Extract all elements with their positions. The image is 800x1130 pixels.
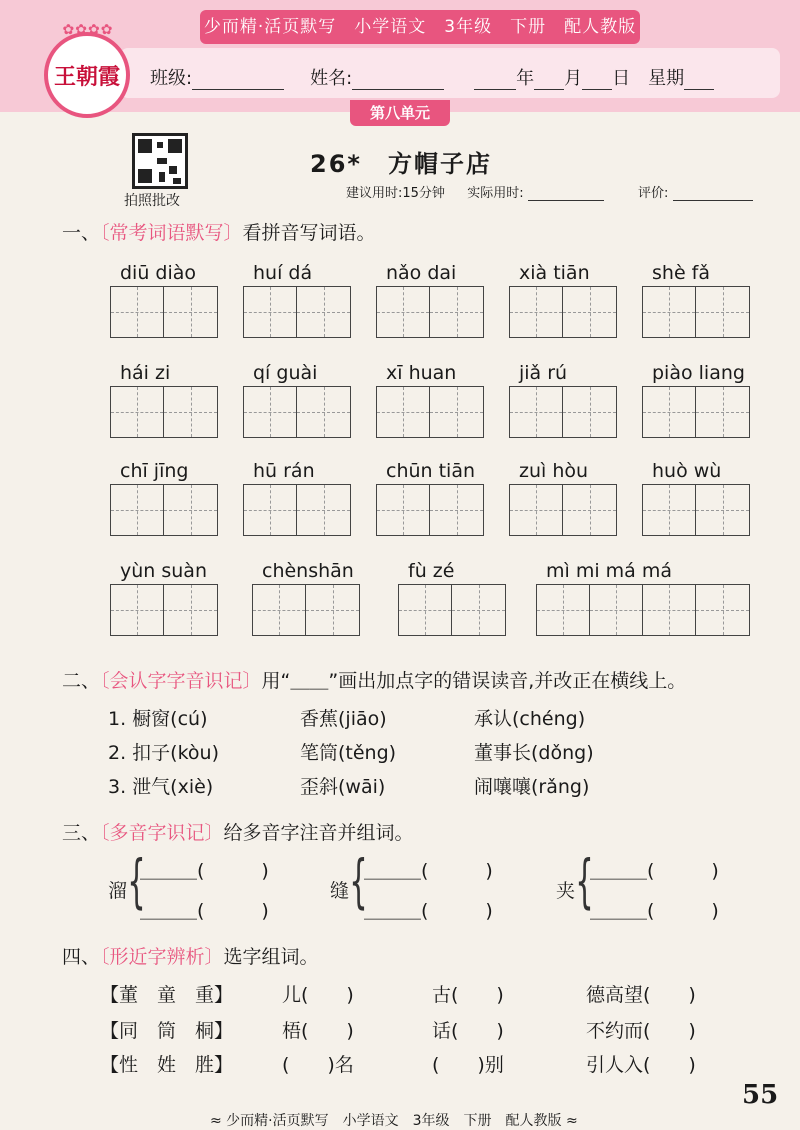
writing-cell[interactable] <box>111 485 164 535</box>
s2-item[interactable]: 董事长(dǒng) <box>474 742 594 764</box>
writing-grid[interactable] <box>110 286 218 338</box>
word-blank[interactable]: 古( ) <box>432 984 504 1006</box>
section-instruction: 选字组词。 <box>223 946 319 968</box>
brace-icon: { <box>349 847 368 915</box>
writing-cell[interactable] <box>510 485 563 535</box>
section-tag: 〔形近字辨析〕 <box>100 946 224 968</box>
writing-cell[interactable] <box>164 387 217 437</box>
writing-cell[interactable] <box>164 585 217 635</box>
year-blank[interactable] <box>474 64 516 90</box>
word-blank[interactable]: ( )名 <box>282 1054 354 1076</box>
writing-cell[interactable] <box>164 287 217 337</box>
pinyin-label: zuì hòu <box>519 460 589 482</box>
polyphone-slot[interactable]: ＿＿＿( ) <box>140 860 269 882</box>
writing-cell[interactable] <box>164 485 217 535</box>
writing-cell[interactable] <box>111 287 164 337</box>
writing-cell[interactable] <box>306 585 359 635</box>
writing-grid[interactable] <box>376 386 484 438</box>
writing-cell[interactable] <box>430 287 483 337</box>
writing-cell[interactable] <box>297 387 350 437</box>
section-number: 三、 <box>62 822 101 844</box>
writing-grid[interactable] <box>376 484 484 536</box>
polyphone-char: 溜 <box>108 880 128 902</box>
writing-grid[interactable] <box>110 386 218 438</box>
word-blank[interactable]: 儿( ) <box>282 984 354 1006</box>
eval-label: 评价: <box>638 186 669 201</box>
word-blank[interactable]: ( )别 <box>432 1054 504 1076</box>
section-number: 二、 <box>62 670 101 692</box>
week-blank[interactable] <box>684 64 714 90</box>
writing-cell[interactable] <box>244 485 297 535</box>
writing-cell[interactable] <box>510 387 563 437</box>
polyphone-slot[interactable]: ＿＿＿( ) <box>590 860 719 882</box>
section-instruction: 用“＿＿”画出加点字的错误读音,并改正在横线上。 <box>261 670 687 692</box>
class-blank[interactable] <box>192 64 284 90</box>
polyphone-slot[interactable]: ＿＿＿( ) <box>140 900 269 922</box>
pinyin-label: xī huan <box>386 362 457 384</box>
writing-grid[interactable] <box>110 484 218 536</box>
char-group: 【董 童 重】 <box>100 984 234 1006</box>
char-group: 【同 筒 桐】 <box>100 1020 234 1042</box>
pinyin-label: huò wù <box>652 460 722 482</box>
section-number: 一、 <box>62 222 101 244</box>
section-2-heading <box>62 666 686 693</box>
class-label: 班级: <box>150 68 193 89</box>
crown-icon: ✿✿✿✿ <box>62 22 114 38</box>
writing-cell[interactable] <box>643 287 696 337</box>
section-instruction: 看拼音写词语。 <box>242 222 376 244</box>
writing-cell[interactable] <box>377 387 430 437</box>
series-title: 少而精·活页默写 小学语文 3年级 下册 配人教版 <box>200 10 640 44</box>
polyphone-slot[interactable]: ＿＿＿( ) <box>590 900 719 922</box>
s2-item[interactable]: 承认(chéng) <box>474 708 586 730</box>
pinyin-label: shè fǎ <box>652 262 711 284</box>
pinyin-label: qí guài <box>253 362 318 384</box>
section-instruction: 给多音字注音并组词。 <box>223 822 414 844</box>
writing-cell[interactable] <box>563 485 616 535</box>
pinyin-label: hái zi <box>120 362 171 384</box>
section-4-heading <box>62 942 319 969</box>
writing-grid[interactable] <box>376 286 484 338</box>
section-number: 四、 <box>62 946 101 968</box>
pinyin-label: hū rán <box>253 460 315 482</box>
writing-grid[interactable] <box>509 286 617 338</box>
eval-blank[interactable] <box>673 200 753 201</box>
section-tag: 〔会认字字音识记〕 <box>100 670 262 692</box>
footer-series: ≈ 少而精·活页默写 小学语文 3年级 下册 配人教版 ≈ <box>210 1113 578 1129</box>
writing-cell[interactable] <box>643 387 696 437</box>
actual-time-blank[interactable] <box>528 200 604 201</box>
section-1-heading <box>62 218 376 245</box>
unit-tab: 第八单元 <box>350 100 450 126</box>
writing-grid[interactable] <box>243 484 351 536</box>
word-blank[interactable]: 不约而( ) <box>586 1020 696 1042</box>
time-row <box>346 182 753 201</box>
day-label: 日 <box>612 68 631 89</box>
pinyin-label: nǎo dai <box>386 262 457 284</box>
word-blank[interactable]: 话( ) <box>432 1020 504 1042</box>
s2-item[interactable]: 3. 泄气(xiè) <box>108 776 214 798</box>
qr-label: 拍照批改 <box>124 193 180 209</box>
writing-cell[interactable] <box>377 485 430 535</box>
writing-grid[interactable] <box>642 286 750 338</box>
polyphone-slot[interactable]: ＿＿＿( ) <box>364 860 493 882</box>
word-blank[interactable]: 梧( ) <box>282 1020 354 1042</box>
writing-cell[interactable] <box>111 387 164 437</box>
writing-cell[interactable] <box>696 585 749 635</box>
writing-cell[interactable] <box>377 287 430 337</box>
writing-cell[interactable] <box>399 585 452 635</box>
pinyin-label: fù zé <box>408 560 455 582</box>
writing-cell[interactable] <box>244 287 297 337</box>
section-tag: 〔多音字识记〕 <box>100 822 224 844</box>
writing-cell[interactable] <box>696 387 749 437</box>
writing-grid[interactable] <box>110 584 218 636</box>
polyphone-char: 缝 <box>330 880 350 902</box>
word-blank[interactable]: 引人入( ) <box>586 1054 696 1076</box>
word-blank[interactable]: 德高望( ) <box>586 984 696 1006</box>
pinyin-label: mì mi má má <box>546 560 672 582</box>
s2-item[interactable]: 笔筒(těng) <box>300 742 397 764</box>
char-group: 【性 姓 胜】 <box>100 1054 234 1076</box>
pinyin-label: jiǎ rú <box>519 362 568 384</box>
name-label: 姓名: <box>310 68 353 89</box>
year-label: 年 <box>516 68 535 89</box>
writing-grid[interactable] <box>642 484 750 536</box>
pinyin-label: chī jīng <box>120 460 189 482</box>
page-number: 55 <box>742 1080 779 1110</box>
s2-item[interactable]: 闹嚷嚷(rǎng) <box>474 776 590 798</box>
month-label: 月 <box>564 68 583 89</box>
writing-grid[interactable] <box>536 584 750 636</box>
pinyin-label: xià tiān <box>519 262 590 284</box>
footer <box>0 1080 800 1130</box>
writing-cell[interactable] <box>563 287 616 337</box>
pinyin-label: chènshān <box>262 560 354 582</box>
name-blank[interactable] <box>352 64 444 90</box>
month-blank[interactable] <box>534 64 564 90</box>
s2-item[interactable]: 歪斜(wāi) <box>300 776 386 798</box>
lesson-title: 26* 方帽子店 <box>310 150 492 178</box>
writing-cell[interactable] <box>111 585 164 635</box>
writing-cell[interactable] <box>297 287 350 337</box>
logo-text: 王朝霞 <box>53 64 120 90</box>
writing-cell[interactable] <box>563 387 616 437</box>
brace-icon: { <box>575 847 594 915</box>
polyphone-char: 夹 <box>556 880 576 902</box>
writing-grid[interactable] <box>642 386 750 438</box>
s2-item[interactable]: 1. 橱窗(cú) <box>108 708 208 730</box>
section-3-heading <box>62 818 414 845</box>
writing-grid[interactable] <box>252 584 360 636</box>
brace-icon: { <box>127 847 146 915</box>
actual-time-label: 实际用时: <box>467 186 524 201</box>
pinyin-label: huí dá <box>253 262 313 284</box>
writing-cell[interactable] <box>510 287 563 337</box>
writing-grid[interactable] <box>509 386 617 438</box>
writing-cell[interactable] <box>590 585 643 635</box>
writing-cell[interactable] <box>430 387 483 437</box>
student-info-row <box>150 64 780 90</box>
writing-cell[interactable] <box>430 485 483 535</box>
writing-grid[interactable] <box>243 286 351 338</box>
pinyin-label: piào liang <box>652 362 745 384</box>
section-tag: 〔常考词语默写〕 <box>100 222 243 244</box>
s2-item[interactable]: 2. 扣子(kòu) <box>108 742 219 764</box>
writing-cell[interactable] <box>452 585 505 635</box>
qr-code-icon[interactable] <box>132 133 188 189</box>
pinyin-label: yùn suàn <box>120 560 207 582</box>
writing-cell[interactable] <box>297 485 350 535</box>
pinyin-label: chūn tiān <box>386 460 476 482</box>
brand-logo <box>44 22 130 118</box>
day-blank[interactable] <box>582 64 612 90</box>
week-label: 星期 <box>648 68 685 89</box>
suggest-time: 建议用时:15分钟 <box>346 186 445 201</box>
writing-cell[interactable] <box>643 485 696 535</box>
writing-cell[interactable] <box>244 387 297 437</box>
s2-item[interactable]: 香蕉(jiāo) <box>300 708 387 730</box>
pinyin-label: diū diào <box>120 262 197 284</box>
writing-grid[interactable] <box>398 584 506 636</box>
writing-cell[interactable] <box>643 585 696 635</box>
writing-cell[interactable] <box>696 485 749 535</box>
writing-cell[interactable] <box>537 585 590 635</box>
polyphone-slot[interactable]: ＿＿＿( ) <box>364 900 493 922</box>
writing-cell[interactable] <box>253 585 306 635</box>
writing-cell[interactable] <box>696 287 749 337</box>
writing-grid[interactable] <box>509 484 617 536</box>
writing-grid[interactable] <box>243 386 351 438</box>
